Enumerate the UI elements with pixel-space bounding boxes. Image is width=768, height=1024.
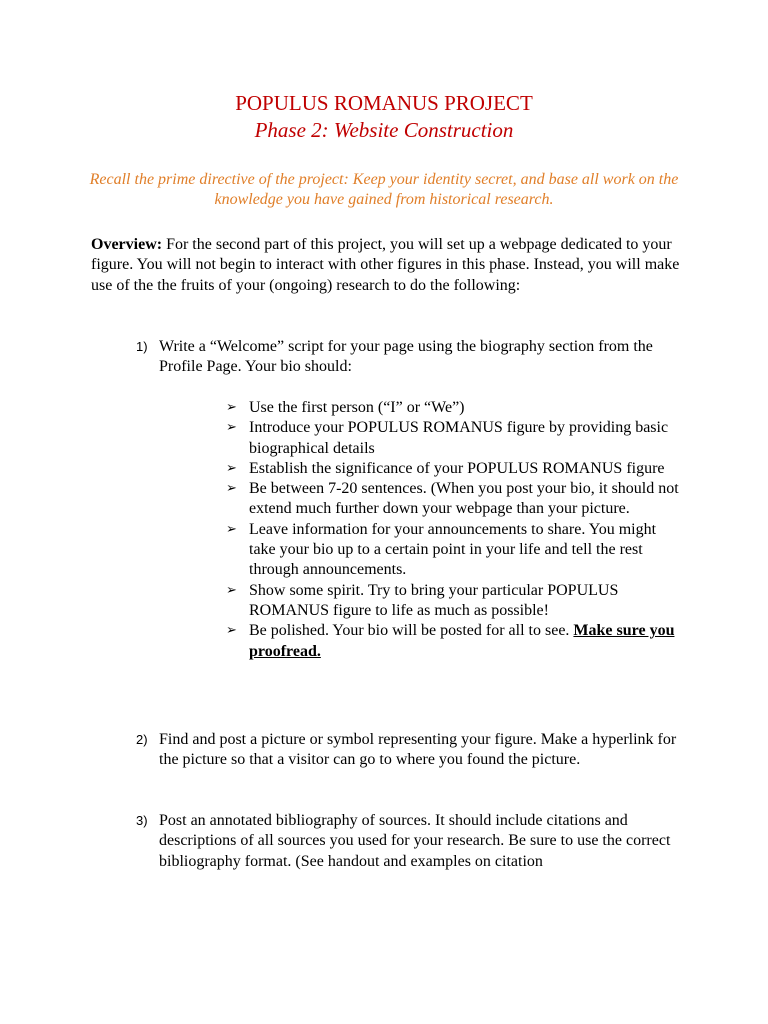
proofread-emphasis: Make sure you proofread. [249, 622, 675, 660]
list-item-number: 1) [136, 339, 148, 354]
overview-label: Overview: [91, 236, 163, 253]
bullet-text: Be polished. Your bio will be posted for all to see. [249, 622, 574, 640]
arrow-bullet-icon: ➢ [226, 420, 237, 436]
bullet-item [226, 621, 686, 662]
overview-text: For the second part of this project, you will set up a webpage dedicated to your figure. You will not begin to interact with other figures in this phase. Instead, you will make use of the the fruits of your (ongoing) research to do the following: [91, 236, 680, 294]
arrow-bullet-icon: ➢ [226, 481, 237, 497]
prime-directive-note: Recall the prime directive of the project: Keep your identity secret, and base all work on the knowledge you have gained from historical research. [89, 171, 679, 208]
document-title: POPULUS ROMANUS PROJECT [235, 91, 533, 115]
list-item-text: Find and post a picture or symbol representing your figure. Make a hyperlink for the picture so that a visitor can go to where you found the picture. [159, 731, 677, 769]
document-subtitle: Phase 2: Website Construction [254, 118, 514, 142]
bio-requirements-list [226, 398, 686, 662]
bullet-item [226, 459, 686, 479]
bullet-item [226, 581, 686, 622]
arrow-bullet-icon: ➢ [226, 460, 237, 476]
list-item-text: Post an annotated bibliography of sources. It should include citations and descriptions of all sources you used for your research. Be sure to use the correct bibliography format. (See handout and examples on citation [159, 812, 671, 870]
bullet-text: Leave information for your announcements to share. You might take your bio up to a certain point in your life and tell the rest through announcements. [249, 520, 657, 579]
bullet-text: Show some spirit. Try to bring your particular POPULUS ROMANUS figure to life as much as possible! [249, 581, 619, 619]
overview-paragraph [91, 235, 691, 296]
bullet-text: Establish the significance of your POPULUS ROMANUS figure [249, 459, 665, 477]
arrow-bullet-icon: ➢ [226, 582, 237, 598]
bullet-item [226, 479, 686, 520]
list-item-number: 2) [136, 732, 148, 747]
arrow-bullet-icon: ➢ [226, 400, 237, 415]
arrow-bullet-icon: ➢ [226, 521, 237, 537]
bullet-text: Be between 7-20 sentences. (When you post your bio, it should not extend much further down your webpage than your picture. [249, 480, 679, 518]
bullet-text: Use the first person (“I” or “We”) [249, 399, 465, 416]
arrow-bullet-icon: ➢ [226, 623, 237, 639]
bullet-item [226, 418, 686, 459]
bullet-item [226, 520, 686, 581]
bullet-text: Introduce your POPULUS ROMANUS figure by providing basic biographical details [249, 419, 669, 457]
list-item-text: Write a “Welcome” script for your page using the biography section from the Profile Page. Your bio should: [159, 338, 653, 376]
list-item-number: 3) [136, 813, 148, 828]
bullet-item [226, 398, 686, 418]
